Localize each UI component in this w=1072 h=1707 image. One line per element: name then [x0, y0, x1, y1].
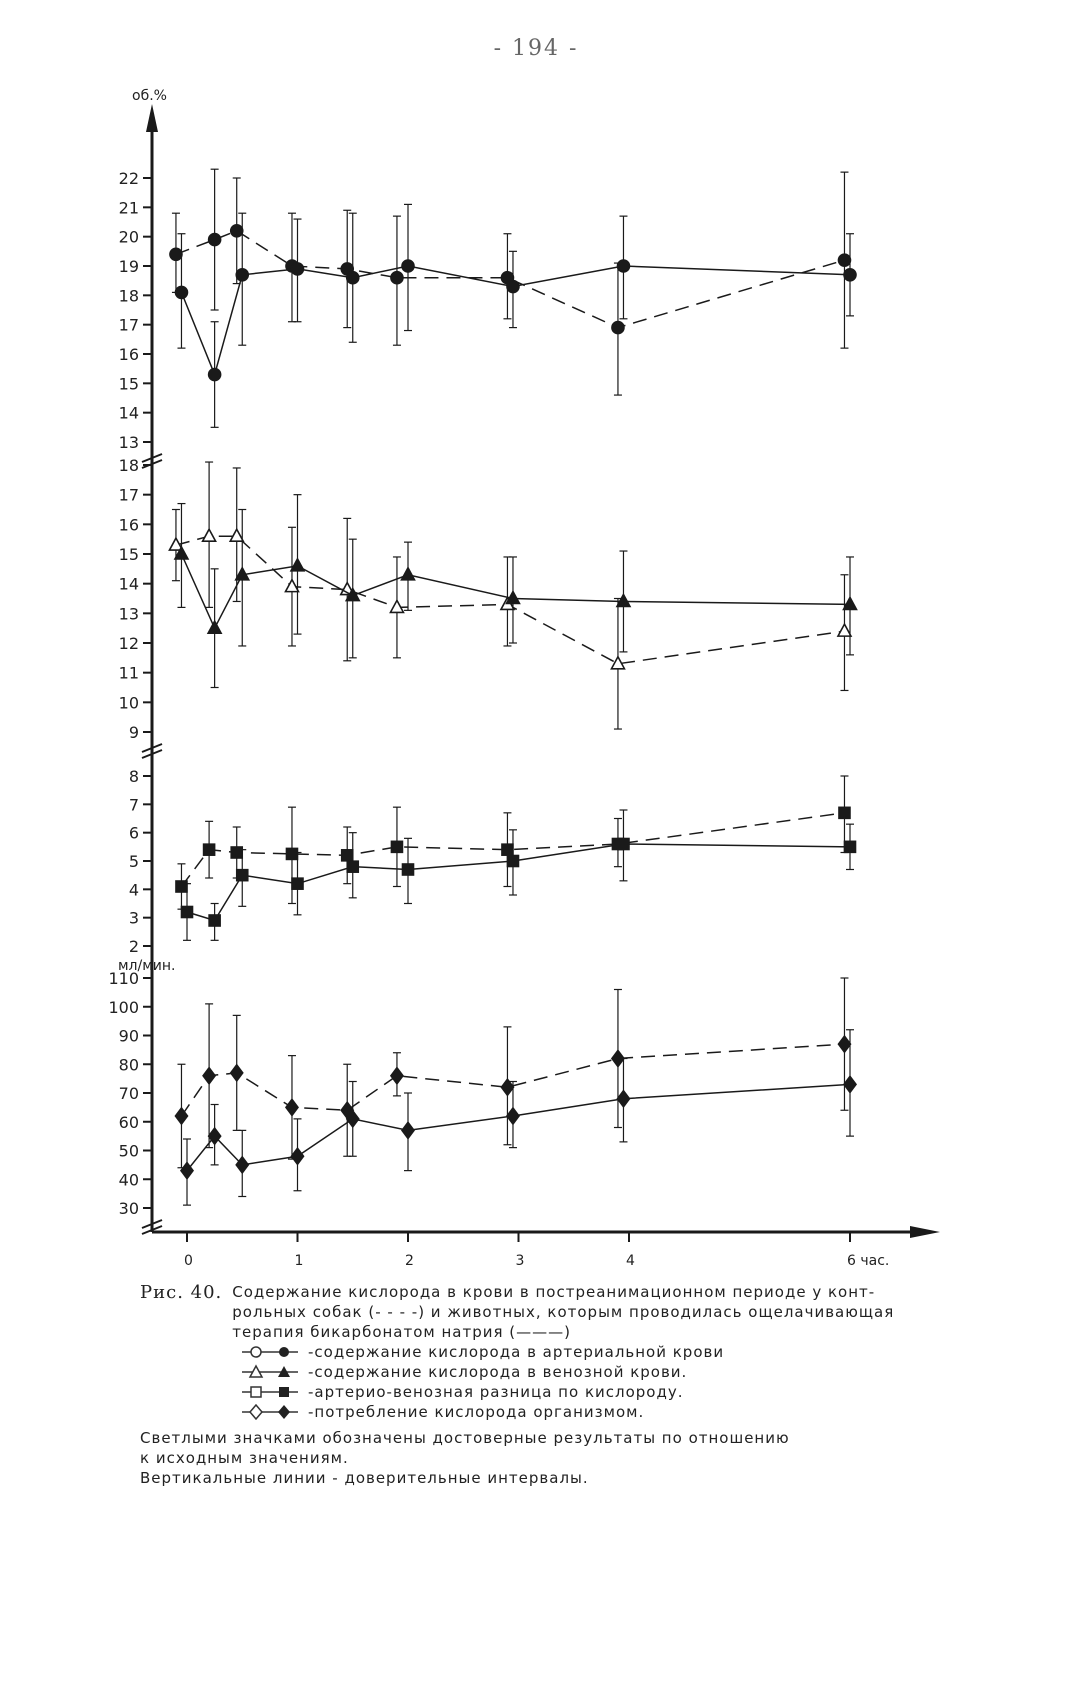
y-tick-label: 7: [128, 795, 139, 815]
series-bicarbonate: [175, 204, 856, 427]
data-point-triangle: [291, 559, 304, 571]
data-point-triangle: [390, 600, 403, 612]
y-tick-label: 13: [118, 604, 139, 624]
data-point-triangle: [617, 594, 630, 606]
x-tick-label: 3: [515, 1253, 525, 1269]
y-tick-label: 8: [128, 767, 139, 786]
data-point-diamond: [286, 1099, 298, 1115]
y-tick-label: 3: [128, 908, 139, 928]
data-point-square: [618, 839, 629, 850]
y-tick-label: 17: [118, 485, 139, 505]
y-tick-label: 40: [118, 1170, 139, 1190]
data-point-circle: [391, 272, 403, 284]
page-number: - 194 -: [493, 36, 579, 61]
data-point-square: [403, 864, 414, 875]
caption-line: терапия бикарбонатом натрия (———): [232, 1323, 571, 1341]
data-point-diamond: [617, 1091, 629, 1107]
data-point-square: [231, 847, 242, 858]
y-tick-label: 14: [118, 574, 139, 594]
data-point-square: [347, 861, 358, 872]
panel-av_difference: [143, 776, 856, 946]
data-point-circle: [175, 286, 187, 298]
x-tick-label: 1: [294, 1253, 304, 1269]
y-axis-arrow: [146, 104, 158, 132]
caption-line: Содержание кислорода в крови в постреанимационном периоде у конт-: [232, 1283, 876, 1301]
panel-arterial_o2: [142, 169, 856, 468]
note-line: к исходным значениям.: [140, 1449, 349, 1467]
legend-item-venous: [240, 1362, 960, 1382]
y-tick-label: 17: [118, 315, 139, 335]
series-bicarbonate: [175, 495, 857, 688]
y-tick-label: 21: [118, 198, 139, 218]
legend-label: -артерио-венозная разница по кислороду.: [308, 1383, 684, 1401]
data-point-circle: [292, 263, 304, 275]
note-line: Вертикальные линии - доверительные интервалы.: [140, 1469, 589, 1487]
triangle-marker-icon: [240, 1364, 300, 1380]
data-point-circle: [612, 322, 624, 334]
y-tick-label: 15: [118, 545, 139, 564]
data-point-diamond: [292, 1148, 304, 1164]
data-point-triangle: [838, 624, 851, 636]
data-point-triangle: [230, 529, 243, 541]
data-point-circle: [236, 269, 248, 281]
y-tick-label: 9: [128, 723, 139, 742]
data-point-circle: [507, 281, 519, 293]
data-point-circle: [844, 269, 856, 281]
data-point-diamond: [203, 1068, 215, 1084]
legend-item-consumption: [240, 1402, 960, 1422]
series-line: [187, 1084, 850, 1170]
y-tick-label: 6: [128, 823, 139, 843]
data-point-diamond: [402, 1122, 414, 1138]
x-tick-label: 4: [626, 1253, 635, 1269]
data-point-square: [176, 881, 187, 892]
data-point-triangle: [285, 580, 298, 592]
axis-unit-label: об.%: [132, 88, 167, 104]
data-point-diamond: [844, 1076, 856, 1092]
y-tick-label: 2: [128, 937, 139, 956]
x-axis-arrow: [910, 1226, 940, 1238]
legend-item-arterial: [240, 1342, 960, 1362]
series-bicarbonate: [182, 810, 856, 940]
y-tick-label: 30: [118, 1199, 139, 1218]
data-point-circle: [231, 225, 243, 237]
y-tick-label: 12: [118, 634, 139, 653]
data-point-square: [286, 848, 297, 859]
data-point-circle: [347, 272, 359, 284]
data-point-square: [204, 844, 215, 855]
legend: [140, 1342, 960, 1422]
x-tick-label: 0: [184, 1253, 193, 1269]
y-tick-label: 11: [118, 663, 139, 683]
data-point-circle: [617, 260, 629, 272]
axis-unit-label: мл/мин.: [118, 958, 176, 974]
y-tick-label: 100: [108, 997, 139, 1017]
y-tick-label: 13: [118, 433, 139, 452]
y-tick-label: 16: [118, 515, 139, 535]
data-point-square: [391, 841, 402, 852]
data-point-square: [209, 915, 220, 926]
y-tick-label: 16: [118, 345, 139, 364]
legend-label: -потребление кислорода организмом.: [308, 1403, 645, 1421]
y-tick-label: 14: [118, 403, 139, 423]
y-tick-label: 90: [118, 1026, 139, 1046]
data-point-diamond: [507, 1108, 519, 1124]
panel-o2_consumption: [142, 978, 856, 1234]
caption-text: [232, 1282, 894, 1342]
figure-label: Рис. 40.: [140, 1282, 223, 1303]
y-tick-label: 20: [118, 227, 139, 247]
data-point-circle: [209, 234, 221, 246]
diamond-marker-icon: [240, 1404, 300, 1420]
figure-caption: [140, 1282, 960, 1488]
data-point-square: [845, 841, 856, 852]
y-tick-label: 80: [118, 1055, 139, 1075]
y-tick-label: 4: [128, 880, 139, 900]
data-point-circle: [838, 254, 850, 266]
caption-head: [140, 1282, 960, 1342]
caption-notes: [140, 1428, 960, 1488]
y-tick-label: 5: [128, 852, 139, 871]
data-point-diamond: [231, 1065, 243, 1081]
data-point-triangle: [208, 621, 221, 633]
data-point-circle: [170, 248, 182, 260]
legend-item-av-difference: [240, 1382, 960, 1402]
y-tick-label: 70: [118, 1084, 139, 1103]
square-marker-icon: [240, 1384, 300, 1400]
data-point-diamond: [236, 1157, 248, 1173]
data-point-square: [292, 878, 303, 889]
series-line: [181, 554, 850, 628]
data-point-square: [237, 870, 248, 881]
y-tick-label: 18: [118, 286, 139, 306]
panel-venous_o2: [142, 462, 857, 758]
y-tick-label: 60: [118, 1112, 139, 1132]
data-point-square: [182, 907, 193, 918]
data-point-triangle: [844, 597, 857, 609]
x-tick-label: 6 час.: [847, 1253, 890, 1269]
legend-label: -содержание кислорода в артериальной крови: [308, 1343, 725, 1361]
caption-line: рольных собак (- - - -) и животных, которым проводилась ощелачивающая: [232, 1303, 895, 1321]
y-tick-label: 10: [118, 693, 139, 713]
y-tick-label: 110: [108, 969, 139, 988]
circle-marker-icon: [240, 1344, 300, 1360]
data-point-square: [839, 807, 850, 818]
data-point-triangle: [402, 568, 415, 580]
data-point-triangle: [203, 529, 216, 541]
data-point-square: [507, 856, 518, 867]
data-point-diamond: [391, 1068, 403, 1084]
data-point-circle: [209, 369, 221, 381]
series-bicarbonate: [181, 1030, 856, 1205]
y-tick-label: 22: [118, 169, 139, 188]
y-tick-label: 19: [118, 257, 139, 276]
note-line: Светлыми значками обозначены достоверные результаты по отношению: [140, 1429, 790, 1447]
y-tick-label: 15: [118, 374, 139, 394]
data-point-circle: [402, 260, 414, 272]
x-tick-label: 2: [405, 1253, 414, 1269]
legend-label: -содержание кислорода в венозной крови.: [308, 1363, 688, 1381]
y-tick-label: 18: [118, 456, 139, 475]
data-point-square: [502, 844, 513, 855]
data-point-square: [342, 850, 353, 861]
y-tick-label: 50: [118, 1141, 139, 1161]
data-point-diamond: [838, 1036, 850, 1052]
